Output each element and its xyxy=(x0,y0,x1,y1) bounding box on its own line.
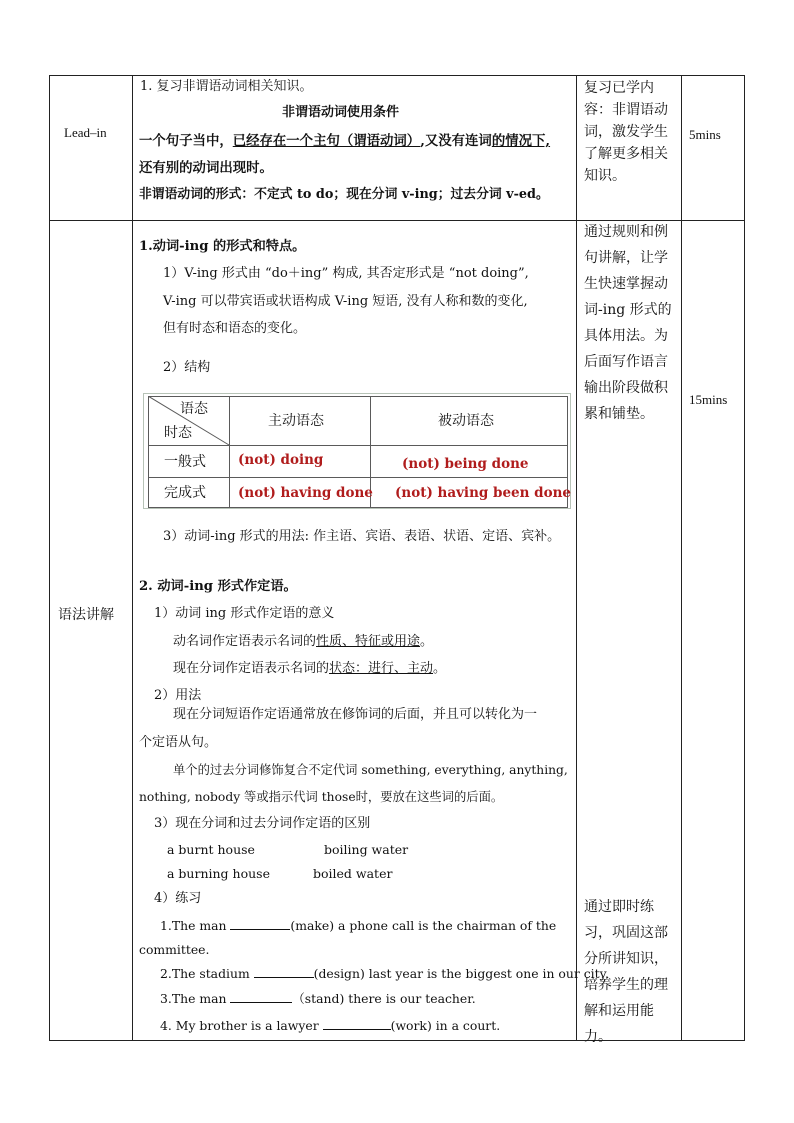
exercise-4-rest: (work) in a court. xyxy=(390,1018,501,1033)
cell-simple-active: (not) doing xyxy=(238,452,324,468)
cell-perfect-passive: (not) having been done xyxy=(395,485,572,501)
s2-1a xyxy=(173,633,433,651)
exercise-2-blank[interactable] xyxy=(254,965,314,978)
leadin-line-3a: 一个句子当中， xyxy=(139,133,233,149)
grammar-purpose-1: 通过规则和例句讲解，让学生快速掌握动词-ing 形式的具体用法。为后面写作语言输出阶段做积累和铺垫。 xyxy=(584,224,672,422)
leadin-title: 非谓语动词使用条件 xyxy=(282,105,400,120)
grammar-purpose-2: 通过即时练习，巩固这部分所讲知识，培养学生的理解和运用能力。 xyxy=(584,899,668,1045)
s2-1a-underline: 性质、特征或用途 xyxy=(316,634,421,649)
corner-label-voice: 语态 xyxy=(180,401,208,417)
leadin-line-3 xyxy=(139,132,550,150)
para-1-line-3: 但有时态和语态的变化。 xyxy=(163,321,307,336)
exercise-2 xyxy=(160,965,609,983)
exercise-4 xyxy=(160,1017,500,1035)
row-label-perfect: 完成式 xyxy=(164,485,206,501)
leadin-line-4: 还有别的动词出现时。 xyxy=(139,160,273,176)
s2-1a-pre: 动名词作定语表示名词的 xyxy=(173,634,317,649)
s2-2b: 个定语从句。 xyxy=(139,735,218,750)
s2-1b-underline: 状态：进行、主动 xyxy=(329,661,434,676)
leadin-line-5: 非谓语动词的形式：不定式 to do；现在分词 v-ing；过去分词 v-ed。 xyxy=(139,187,549,202)
grammar-time: 15mins xyxy=(689,392,728,407)
exercise-4-start: 4. My brother is a lawyer xyxy=(160,1018,319,1033)
exercise-1-start: 1.The man xyxy=(160,918,227,933)
s2-1a-post: 。 xyxy=(420,634,434,649)
exercise-3-blank[interactable] xyxy=(230,990,292,1003)
table-border-right xyxy=(744,75,745,1041)
stage-label-grammar: 语法讲解 xyxy=(58,607,114,623)
para-1-line-2: V-ing 可以带宾语或状语构成 V-ing 短语, 没有人称和数的变化, xyxy=(163,294,528,309)
leadin-line-3c: ,又没有连词 xyxy=(420,133,492,149)
table-border-top xyxy=(49,75,745,76)
usage-line: 3）动词-ing 形式的用法: 作主语、宾语、表语、状语、定语、宾补。 xyxy=(163,529,561,544)
leadin-line-3b: 已经存在一个主句（谓语动词） xyxy=(232,133,421,149)
s2-4: 4）练习 xyxy=(154,891,202,906)
exercise-2-rest: (design) last year is the biggest one in our city. xyxy=(313,966,609,981)
corner-label-tense: 时态 xyxy=(164,425,192,441)
exercise-3-start: 3.The man xyxy=(160,991,227,1006)
s2-2c: 单个的过去分词修饰复合不定代词 something, everything, anything, xyxy=(173,763,568,777)
exercise-1-line-1 xyxy=(160,917,556,935)
s2-1: 1）动词 ing 形式作定语的意义 xyxy=(154,606,335,621)
structure-label: 2）结构 xyxy=(163,360,211,375)
table-col-divider-1 xyxy=(132,75,133,1041)
section-2-title: 2. 动词-ing 形式作定语。 xyxy=(139,579,297,594)
exercise-1-rest: (make) a phone call is the chairman of the xyxy=(290,918,557,933)
s2-2d: nothing, nobody 等或指示代词 those时，要放在这些词的后面。 xyxy=(139,790,504,804)
para-1-line-1: 1）V-ing 形式由 “do＋ing” 构成, 其否定形式是 “not doing”, xyxy=(163,266,529,281)
s2-1b xyxy=(173,660,446,678)
leadin-line-1: 1. 复习非谓语动词相关知识。 xyxy=(140,79,313,94)
s2-2a: 现在分词短语作定语通常放在修饰词的后面，并且可以转化为一 xyxy=(173,707,538,722)
example-1a: a burnt house xyxy=(167,842,255,857)
s2-3: 3）现在分词和过去分词作定语的区别 xyxy=(154,816,371,831)
s2-1b-pre: 现在分词作定语表示名词的 xyxy=(173,661,330,676)
leadin-time: 5mins xyxy=(689,127,721,142)
voice-tense-table xyxy=(143,393,571,509)
stage-label-leadin: Lead–in xyxy=(64,125,107,140)
table-border-left xyxy=(49,75,50,1041)
example-2a: a burning house xyxy=(167,866,270,881)
section-1-title: 1.动词-ing 的形式和特点。 xyxy=(139,239,306,254)
s2-1b-post: 。 xyxy=(433,661,447,676)
cell-simple-passive: (not) being done xyxy=(402,456,529,472)
exercise-1-line-2: committee. xyxy=(139,942,210,957)
example-2b: boiled water xyxy=(313,866,393,881)
table-col-divider-2 xyxy=(576,75,577,1041)
cell-perfect-active: (not) having done xyxy=(238,485,373,501)
exercise-4-blank[interactable] xyxy=(323,1017,391,1030)
exercise-1-blank[interactable] xyxy=(230,917,290,930)
header-passive-voice: 被动语态 xyxy=(438,413,494,429)
row-label-simple: 一般式 xyxy=(164,454,206,470)
exercise-3 xyxy=(160,990,476,1008)
example-1b: boiling water xyxy=(324,842,409,857)
leadin-purpose: 复习已学内容：非谓语动词，激发学生了解更多相关知识。 xyxy=(584,80,668,184)
exercise-3-rest: （stand) there is our teacher. xyxy=(292,991,476,1006)
header-active-voice: 主动语态 xyxy=(268,413,324,429)
s2-2: 2）用法 xyxy=(154,688,202,703)
leadin-line-3d: 的情况下, xyxy=(491,133,551,149)
table-col-divider-3 xyxy=(681,75,682,1041)
exercise-2-start: 2.The stadium xyxy=(160,966,250,981)
